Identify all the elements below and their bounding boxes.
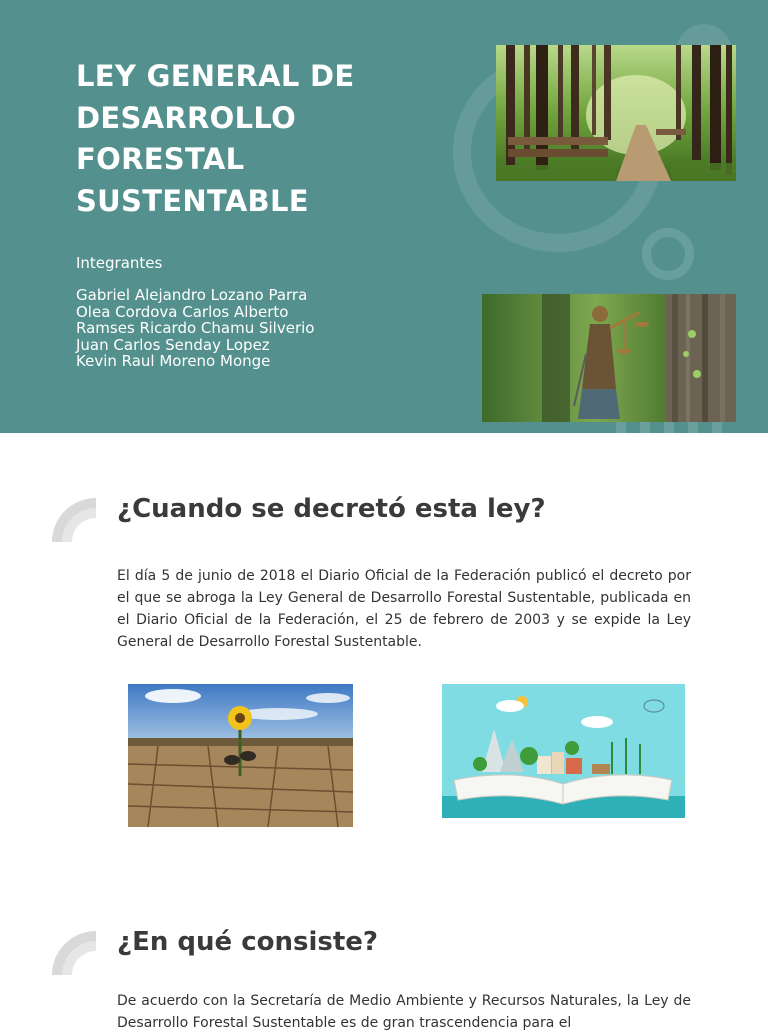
member-name: Olea Cordova Carlos Alberto: [76, 302, 289, 321]
quarter-circle-icon: [52, 498, 96, 542]
section-body: De acuerdo con la Secretaría de Medio Ambiente y Recursos Naturales, la Ley de Desarrollo Forestal Sustentable es de gran trascendencia para el: [117, 993, 691, 1031]
member-name: Gabriel Alejandro Lozano Parra: [76, 286, 308, 304]
section-heading: ¿En qué consiste?: [117, 927, 379, 957]
member-name: Ramses Ricardo Chamu Silverio: [76, 319, 315, 337]
member-name: Juan Carlos Senday Lopez: [76, 335, 270, 354]
members-heading: Integrantes: [76, 254, 163, 272]
section-heading: ¿Cuando se decretó esta ley?: [117, 494, 546, 524]
title-slide: [0, 0, 768, 433]
book-city-illustration: [442, 684, 685, 818]
justice-statue-photo: [482, 294, 736, 422]
quarter-circle-icon: [52, 931, 96, 975]
member-name: Kevin Raul Moreno Monge: [76, 352, 271, 370]
decorative-ring-small: [642, 228, 694, 280]
document-title: LEY GENERAL DE DESARROLLO FORESTAL SUSTENTABLE: [76, 59, 355, 218]
section-body: El día 5 de junio de 2018 el Diario Oficial de la Federación publicó el decreto por el que se abroga la Ley General de Desarrollo Forestal Sustentable, publicada en el Diario Oficial de la Federación, el 25 de febrero de 2003 y se expide la Ley General de Desarrollo Forestal Sustentable.: [117, 568, 691, 650]
forest-path-photo: [496, 45, 736, 181]
drought-sunflower-photo: [128, 684, 353, 827]
members-list: [76, 287, 314, 370]
